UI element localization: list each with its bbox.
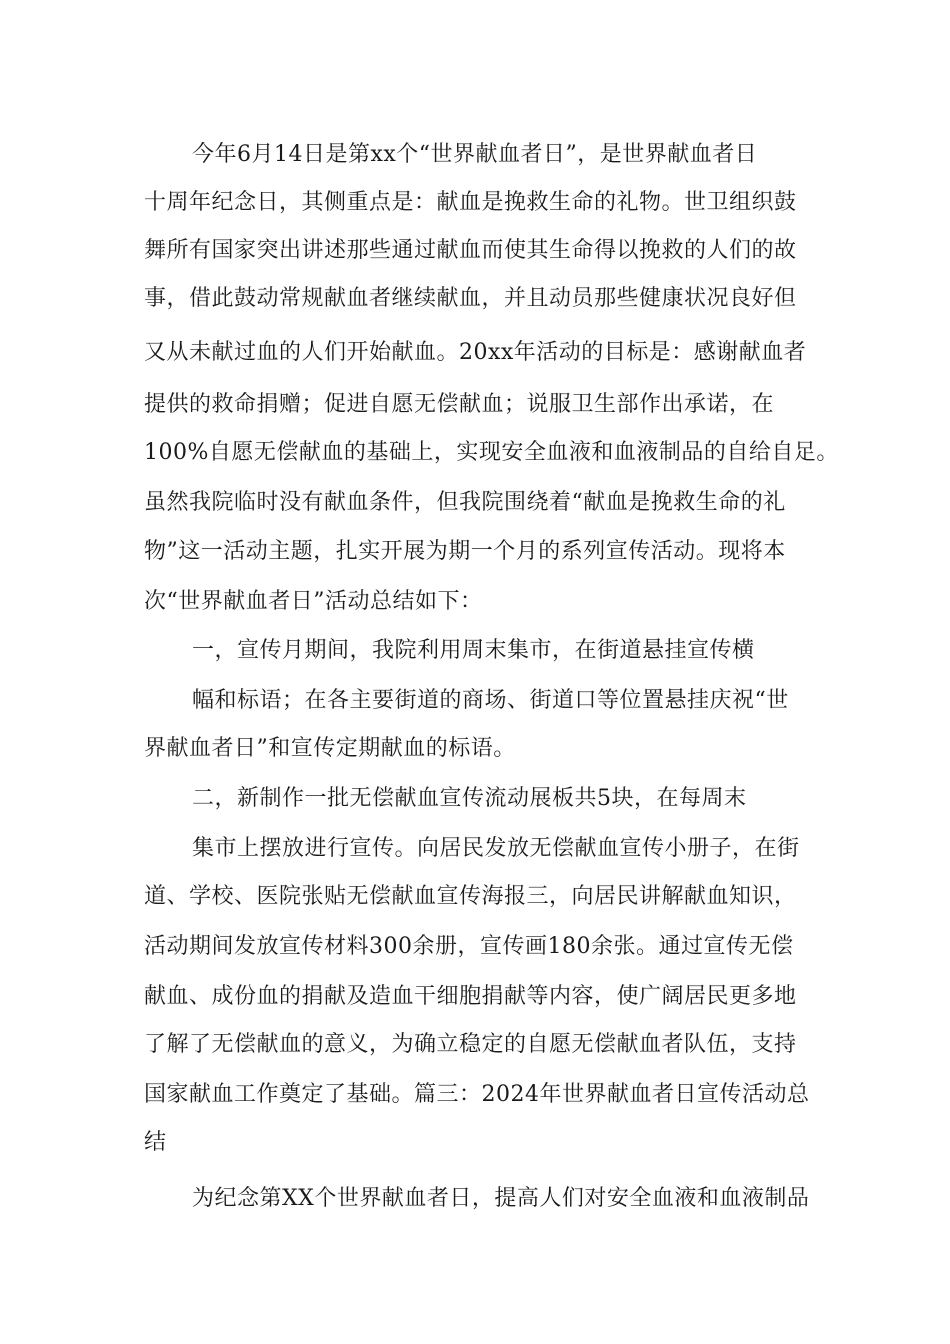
text-line: 今年6月14日是第xx个“世界献血者日”，是世界献血者日 [192,142,758,167]
text-line: 国家献血工作奠定了基础。篇三：2024年世界献血者日宣传活动总 [144,1082,810,1107]
text-line: 一，宣传月期间，我院利用周末集市，在街道悬挂宣传横 [192,638,755,663]
text-line: 活动期间发放宣传材料300余册，宣传画180余张。通过宣传无偿 [144,934,794,959]
text-line: 了解了无偿献血的意义，为确立稳定的自愿无偿献血者队伍，支持 [144,1032,797,1057]
text-line: 又从未献过血的人们开始献血。20xx年活动的目标是：感谢献血者 [144,340,807,365]
text-line: 幅和标语；在各主要街道的商场、街道口等位置悬挂庆祝“世 [192,688,789,713]
text-line: 事，借此鼓动常规献血者继续献血，并且动员那些健康状况良好但 [144,286,797,311]
text-line: 提供的救命捐赠；促进自愿无偿献血；说服卫生部作出承诺，在 [144,392,775,417]
text-line: 物”这一活动主题，扎实开展为期一个月的系列宣传活动。现将本 [144,539,786,564]
text-line: 二，新制作一批无偿献血宣传流动展板共5块，在每周末 [192,786,747,811]
text-line: 为纪念第XX个世界献血者日，提高人们对安全血液和血液制品 [192,1186,810,1211]
text-line: 界献血者日”和宣传定期献血的标语。 [144,736,516,761]
text-line: 献血、成份血的捐献及造血干细胞捐献等内容，使广阔居民更多地 [144,984,797,1009]
text-line: 集市上摆放进行宣传。向居民发放无偿献血宣传小册子，在街 [192,836,800,861]
text-line: 道、学校、医院张贴无偿献血宣传海报三，向居民讲解献血知识， [144,884,797,909]
text-line: 100%自愿无偿献血的基础上，实现安全血液和血液制品的自给自足。 [144,440,839,465]
text-line: 十周年纪念日，其侧重点是：献血是挽救生命的礼物。世卫组织鼓 [144,190,797,215]
text-line: 舞所有国家突出讲述那些通过献血而使其生命得以挽救的人们的故 [144,238,797,263]
text-line: 次“世界献血者日”活动总结如下： [144,589,483,614]
text-line: 结 [144,1130,167,1155]
text-line: 虽然我院临时没有献血条件，但我院围绕着“献血是挽救生命的礼 [144,490,786,515]
